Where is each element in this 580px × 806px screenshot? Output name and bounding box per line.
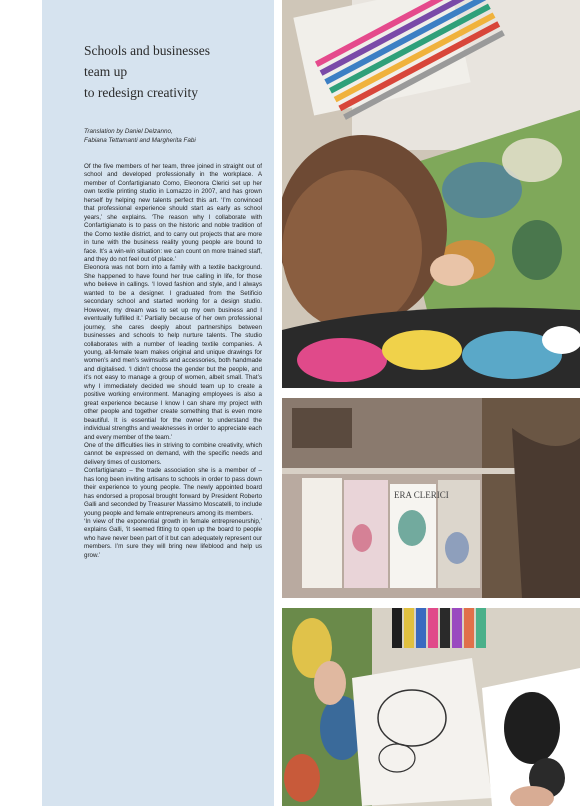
translation-credits [84, 127, 262, 145]
paragraph: ‘In view of the exponential growth in female entrepreneurship,’ explains Galli, ‘it seemed fitting to open up the board to people who have never been part of it but can adequately represent our members. I’m sure they will bring new lifeblood and help us grow.’ [84, 518, 262, 559]
paragraph: Of the five members of her team, three joined in straight out of school and developed professionally in the workplace. A member of Confartigianato Como, Eleonora Clerici set up her own textile printing studio in Lomazzo in 2007, and has grown herself by helping new talents perfect this art. ‘I’m convinced that professional experience should start as early as school years,’ she explains. ‘The reason why I collaborate with Confartigianato is to pass on the historic and noble tradition of the Como textile district, and to carry out projects that are more in tune with the business reality young people are bound to face. It’s a win-win situation: we can count on more trained staff, and they do not feel out of place.’ [84, 163, 262, 263]
article-column [42, 0, 274, 806]
fabric-photo-illustration [282, 398, 580, 598]
article-body [84, 163, 262, 560]
title-line-2: team up [84, 64, 128, 79]
paragraph: Eleonora was not born into a family with a textile background. She happened to have found her true calling in life, for those who believe in callings. ‘I loved fashion and style, and I always wanted to be a designer. I graduated from the Setificio secondary school and started working for a design studio. However, my dream was to set up my own business and I eventually fulfilled it.’ Partially because of her own professional journey, she cares deeply about partnerships between businesses and schools to help nurture talents. The studio collaborates with a number of leading textile companies. A young, all-female team makes original and unique drawings for women’s and men’s swimsuits and accessories, both handmade and digitalised. ‘I didn’t choose the gender but the people, and it’s not easy to manage a group of women, albeit small. That’s why I immediately decided we should team up to create a positive working environment. Managing employees is also a great experience because I know I can share my project with other people and together create something that is even more beautiful. It is essential for the owner to understand the individual strengths and weaknesses in order to appreciate each and every member of the team.’ [84, 264, 262, 441]
paragraph: Confartigianato – the trade association she is a member of – has long been inviting artisans to schools in order to pass down their experience to young people. The newly appointed board has endorsed a proposal brought forward by President Roberto Galli and seconded by Treasurer Massimo Moscatelli, to include young people and female entrepreneurs among its members. [84, 467, 262, 517]
drawing-photo-illustration [282, 0, 580, 388]
pattern-photo-illustration [282, 608, 580, 806]
photo-pattern-sheets [282, 608, 580, 806]
credits-line-1: Translation by Daniel Delzanno, [84, 128, 173, 135]
paragraph: One of the difficulties lies in striving to combine creativity, which cannot be expressed on demand, with the specific needs and delivery times of customers. [84, 441, 262, 466]
title-line-1: Schools and businesses [84, 43, 210, 58]
photo-fabric-studio [282, 398, 580, 598]
fabric-tag-text: ERA CLERICI [394, 490, 449, 500]
photo-designer-drawing [282, 0, 580, 388]
title-line-3: to redesign creativity [84, 85, 198, 100]
article-title [84, 40, 262, 103]
credits-line-2: Fabiana Tettamanti and Margherita Fabi [84, 137, 196, 144]
